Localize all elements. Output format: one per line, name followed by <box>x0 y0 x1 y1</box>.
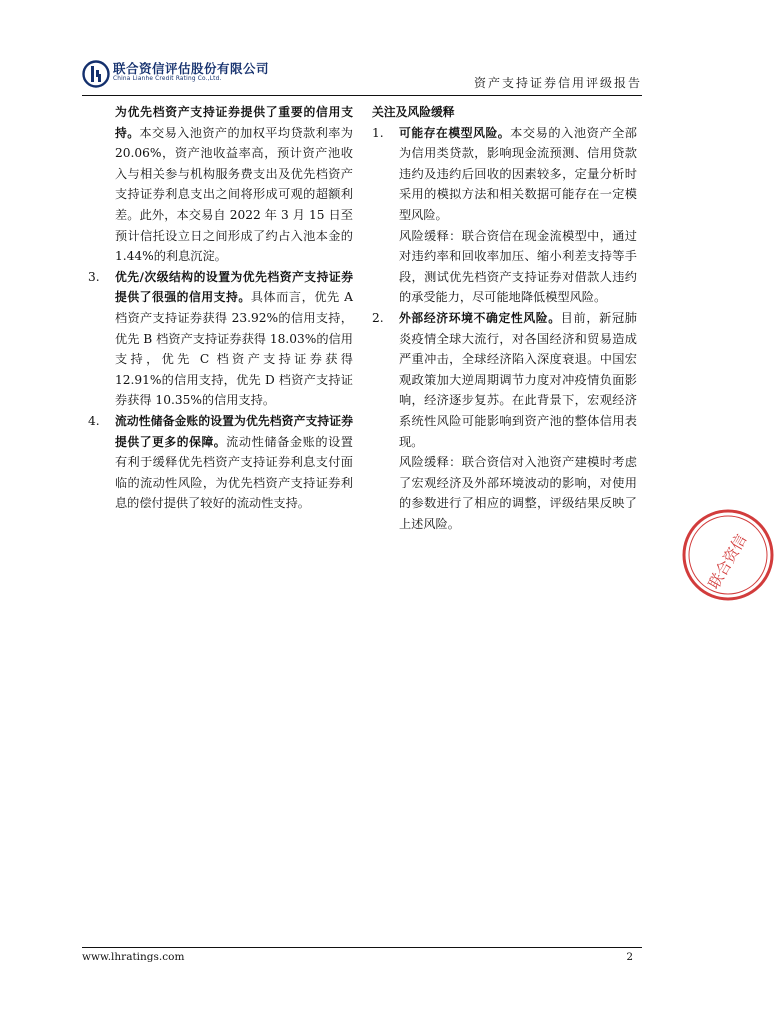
footer-divider <box>82 947 642 948</box>
intro-text: 本交易入池资产的加权平均贷款利率为 20.06%，资产池收益率高，预计资产池收入与相关参与机构服务费支出及优先档资产支持证券利息支出之间将形成可观的超额利差。此外，本交易自 2022 年 3 月 15 日至预计信托设立日之间形成了约占入池本金的 1.44%的利息沉淀。 <box>115 125 353 264</box>
company-logo-icon <box>82 60 110 88</box>
item-number: 3. <box>88 269 100 284</box>
item-bold: 流动性储备金账的设置为优先档资产支持证券提供了更多的保障。 <box>115 413 353 449</box>
intro-bold: 为优先档资产支持证券提供了重要的信用支持。 <box>115 105 353 140</box>
intro-paragraph <box>115 102 353 267</box>
item-number: 2. <box>372 310 384 325</box>
item-number: 1. <box>372 125 384 140</box>
item-body <box>399 123 637 226</box>
company-seal-icon <box>678 505 778 605</box>
right-column <box>372 102 637 534</box>
list-item-3 <box>88 267 353 411</box>
item-body <box>399 308 637 452</box>
item-body <box>115 267 353 411</box>
report-title: 资产支持证券信用评级报告 <box>473 76 642 90</box>
item-bold: 可能存在模型风险。 <box>399 125 511 140</box>
section-title: 关注及风险缓释 <box>372 105 455 119</box>
header-divider <box>82 95 642 96</box>
item-body <box>115 411 353 514</box>
item-text: 目前，新冠肺炎疫情全球大流行，对各国经济和贸易造成严重冲击，全球经济陷入深度衰退。中国宏观政策加大逆周期调节力度对冲疫情负面影响，经济逐步复苏。在此背景下，宏观经济系统性风险可能影响到资产池的整体信用表现。 <box>399 310 637 449</box>
company-name-en: China Lianhe Credit Rating Co.,Ltd. <box>113 76 222 82</box>
risk-item-1 <box>372 123 637 308</box>
left-column <box>88 102 353 514</box>
item-text: 具体而言，优先 A 档资产支持证券获得 23.92%的信用支持，优先 B 档资产支持证券获得 18.03%的信用支持，优先 C 档资产支持证券获得 12.91%的信用支持，优先 D 档资产支持证券获得 10.35%的信用支持。 <box>115 290 353 408</box>
list-item-4 <box>88 411 353 514</box>
item-number: 4. <box>88 413 100 428</box>
risk-item-2 <box>372 308 637 535</box>
page-number: 2 <box>626 951 633 963</box>
risk-mitigation: 风险缓释：联合资信在现金流模型中，通过对违约率和回收率加压、缩小利差支持等手段，测试优先档资产支持证券对借款人违约的承受能力，尽可能地降低模型风险。 <box>399 228 637 305</box>
footer-url-link[interactable]: www.lhratings.com <box>82 951 185 963</box>
svg-text:联合资信: 联合资信 <box>704 531 751 593</box>
page-header <box>82 56 642 94</box>
risk-mitigation: 风险缓释：联合资信对入池资产建模时考虑了宏观经济及外部环境波动的影响，对使用的参数进行了相应的调整，评级结果反映了上述风险。 <box>399 455 637 531</box>
item-bold: 优先/次级结构的设置为优先档资产支持证券提供了很强的信用支持。 <box>115 269 353 305</box>
item-text: 流动性储备金账的设置有利于缓释优先档资产支持证券利息支付面临的流动性风险，为优先档资产支持证券利息的偿付提供了较好的流动性支持。 <box>115 434 353 511</box>
company-name-cn: 联合资信评估股份有限公司 <box>113 61 270 76</box>
item-text: 本交易的入池资产全部为信用类贷款，影响现金流预测、信用贷款违约及违约后回收的因素较多，定量分析时采用的模拟方法和相关数据可能存在一定模型风险。 <box>399 125 637 222</box>
item-bold: 外部经济环境不确定性风险。 <box>399 310 561 325</box>
